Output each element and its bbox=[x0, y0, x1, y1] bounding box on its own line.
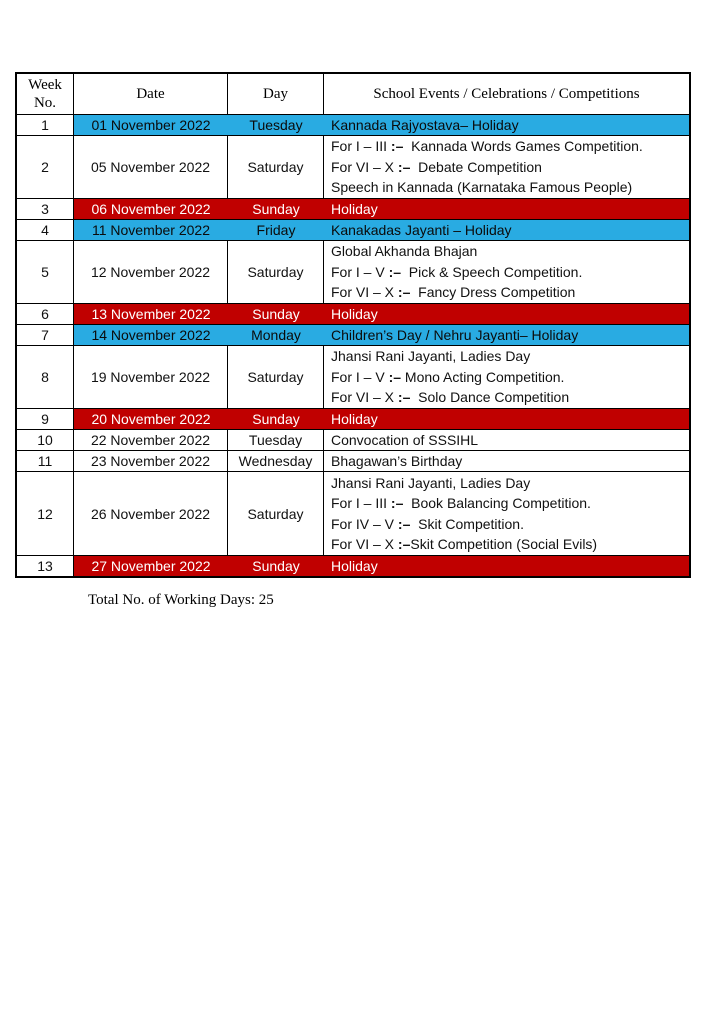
table-row bbox=[17, 408, 689, 429]
event-line: Holiday bbox=[331, 410, 378, 427]
week-no-cell: 13 bbox=[17, 556, 74, 576]
table-row bbox=[17, 114, 689, 135]
row-band bbox=[74, 136, 689, 198]
day-cell: Sunday bbox=[252, 306, 300, 322]
day-cell: Monday bbox=[251, 327, 301, 343]
date-cell: 22 November 2022 bbox=[74, 430, 228, 450]
row-band bbox=[74, 115, 689, 135]
date-cell: 27 November 2022 bbox=[91, 558, 211, 574]
table-row bbox=[17, 219, 689, 240]
week-no-cell: 6 bbox=[17, 304, 74, 324]
event-line: For VI – X :– Solo Dance Competition bbox=[331, 389, 570, 406]
events-cell bbox=[324, 220, 689, 240]
week-no-cell: 12 bbox=[17, 472, 74, 555]
events-cell bbox=[324, 241, 689, 303]
row-band bbox=[74, 346, 689, 408]
week-no-cell: 10 bbox=[17, 430, 74, 450]
week-no-cell: 9 bbox=[17, 409, 74, 429]
events-cell bbox=[324, 409, 689, 429]
date-cell: 19 November 2022 bbox=[74, 346, 228, 408]
event-line: Bhagawan’s Birthday bbox=[331, 452, 463, 469]
week-no-cell: 8 bbox=[17, 346, 74, 408]
row-band bbox=[74, 304, 689, 324]
table-row bbox=[17, 324, 689, 345]
date-cell: 11 November 2022 bbox=[91, 222, 211, 238]
table-row bbox=[17, 345, 689, 408]
row-band bbox=[74, 220, 689, 240]
day-cell: Wednesday bbox=[228, 451, 324, 471]
event-line: Kannada Rajyostava– Holiday bbox=[331, 116, 519, 133]
row-band bbox=[74, 241, 689, 303]
event-line: For I – V :– Mono Acting Competition. bbox=[331, 368, 565, 385]
events-cell bbox=[324, 325, 689, 345]
event-line: For I – III :– Book Balancing Competition. bbox=[331, 495, 591, 511]
event-line: For I – III :– Kannada Words Games Competition. bbox=[331, 138, 643, 155]
table-header-row bbox=[17, 74, 689, 114]
event-line: Children’s Day / Nehru Jayanti– Holiday bbox=[331, 326, 579, 343]
date-cell: 01 November 2022 bbox=[91, 117, 211, 133]
header-day: Day bbox=[228, 74, 324, 114]
day-cell: Saturday bbox=[228, 136, 324, 198]
day-cell: Saturday bbox=[228, 346, 324, 408]
table-row bbox=[17, 555, 689, 576]
day-cell: Sunday bbox=[252, 201, 300, 217]
event-line: Holiday bbox=[331, 200, 378, 217]
date-cell: 14 November 2022 bbox=[91, 327, 211, 343]
row-band bbox=[74, 451, 689, 471]
day-cell: Sunday bbox=[252, 411, 300, 427]
week-no-cell: 1 bbox=[17, 115, 74, 135]
event-line: Jhansi Rani Jayanti, Ladies Day bbox=[331, 348, 531, 365]
events-cell bbox=[324, 199, 689, 219]
event-line: Kanakadas Jayanti – Holiday bbox=[331, 221, 512, 238]
school-events-table bbox=[15, 72, 691, 578]
week-no-cell: 4 bbox=[17, 220, 74, 240]
events-cell bbox=[324, 136, 689, 198]
row-band bbox=[74, 430, 689, 450]
day-cell: Saturday bbox=[228, 241, 324, 303]
event-line: For VI – X :– Debate Competition bbox=[331, 158, 542, 175]
day-cell: Tuesday bbox=[228, 430, 324, 450]
events-cell bbox=[324, 304, 689, 324]
event-line: Holiday bbox=[331, 557, 378, 574]
table-row bbox=[17, 240, 689, 303]
week-no-cell: 5 bbox=[17, 241, 74, 303]
event-line: Jhansi Rani Jayanti, Ladies Day bbox=[331, 474, 531, 491]
table-body bbox=[17, 114, 689, 576]
table-row bbox=[17, 471, 689, 555]
date-cell: 12 November 2022 bbox=[74, 241, 228, 303]
row-band bbox=[74, 199, 689, 219]
event-line: For I – V :– Pick & Speech Competition. bbox=[331, 263, 583, 280]
day-cell: Sunday bbox=[252, 558, 300, 574]
date-cell: 05 November 2022 bbox=[74, 136, 228, 198]
events-cell bbox=[324, 430, 689, 450]
day-cell: Tuesday bbox=[249, 117, 303, 133]
week-no-cell: 3 bbox=[17, 199, 74, 219]
week-no-cell: 11 bbox=[17, 451, 74, 471]
event-line: Speech in Kannada (Karnataka Famous People) bbox=[331, 179, 633, 196]
date-cell: 26 November 2022 bbox=[74, 472, 228, 555]
row-band bbox=[74, 409, 689, 429]
events-cell bbox=[324, 472, 689, 555]
events-cell bbox=[324, 556, 689, 576]
date-cell: 13 November 2022 bbox=[91, 306, 211, 322]
event-line: Holiday bbox=[331, 305, 378, 322]
table-row bbox=[17, 135, 689, 198]
week-no-cell: 2 bbox=[17, 136, 74, 198]
events-cell bbox=[324, 346, 689, 408]
day-cell: Saturday bbox=[228, 472, 324, 555]
table-row bbox=[17, 303, 689, 324]
table-row bbox=[17, 429, 689, 450]
working-days-total: Total No. of Working Days: 25 bbox=[88, 592, 274, 608]
date-cell: 20 November 2022 bbox=[91, 411, 211, 427]
table-row bbox=[17, 198, 689, 219]
events-cell bbox=[324, 451, 689, 471]
event-line: Global Akhanda Bhajan bbox=[331, 243, 478, 260]
date-cell: 06 November 2022 bbox=[91, 201, 211, 217]
day-cell: Friday bbox=[256, 222, 296, 238]
events-cell bbox=[324, 115, 689, 135]
row-band bbox=[74, 325, 689, 345]
week-no-cell: 7 bbox=[17, 325, 74, 345]
table-row bbox=[17, 450, 689, 471]
event-line: Convocation of SSSIHL bbox=[331, 431, 479, 448]
row-band bbox=[74, 556, 689, 576]
event-line: For VI – X :–Skit Competition (Social Evils) bbox=[331, 536, 598, 552]
header-week-no: Week No. bbox=[17, 74, 74, 114]
event-line: For IV – V :– Skit Competition. bbox=[331, 515, 524, 532]
date-cell: 23 November 2022 bbox=[74, 451, 228, 471]
header-events: School Events / Celebrations / Competitions bbox=[373, 86, 640, 102]
header-date: Date bbox=[74, 74, 228, 114]
event-line: For VI – X :– Fancy Dress Competition bbox=[331, 284, 576, 301]
row-band bbox=[74, 472, 689, 555]
